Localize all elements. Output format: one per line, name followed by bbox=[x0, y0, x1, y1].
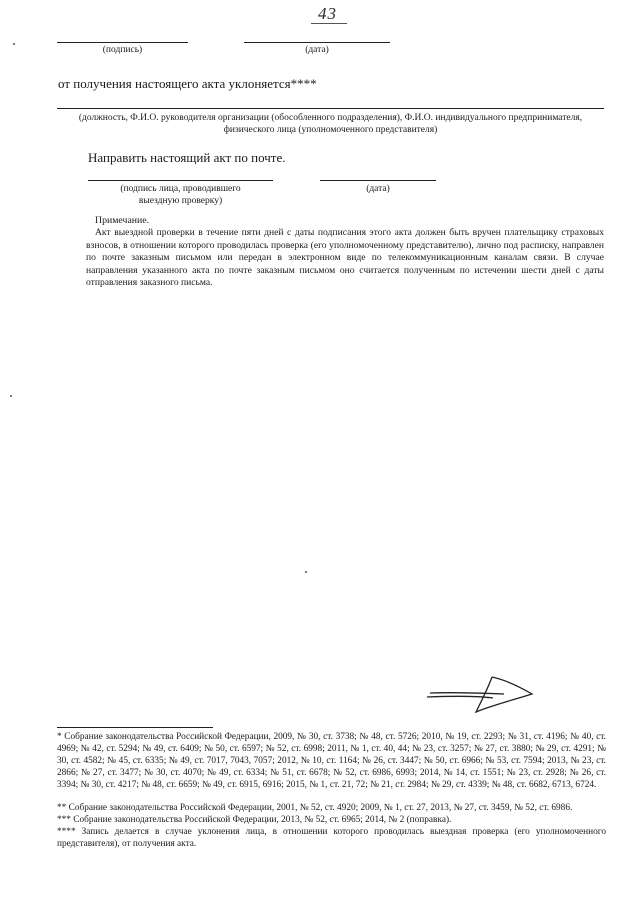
evasion-statement: от получения настоящего акта уклоняется**** bbox=[58, 76, 317, 91]
handwritten-signature bbox=[418, 668, 548, 718]
page-number: 43 bbox=[318, 4, 337, 23]
date-caption-top: (дата) bbox=[305, 45, 329, 55]
date-line-bottom bbox=[320, 180, 436, 181]
inspector-signature-caption-line1: (подпись лица, проводившего bbox=[120, 184, 241, 194]
inspector-signature-caption-line2: выездную проверку) bbox=[138, 196, 223, 206]
official-caption-line1: (должность, Ф.И.О. руководителя организации (обособленного подразделения), Ф.И.О. индивидуального предпринимателя, bbox=[78, 113, 583, 123]
scan-speck bbox=[10, 395, 12, 397]
footnote-4: **** Запись делается в случае уклонения лица, в отношении которого проводилась выездная проверка (его уполномоченного представителя), от получения акта. bbox=[57, 827, 606, 849]
scan-speck bbox=[13, 43, 15, 45]
footnote-3: *** Собрание законодательства Российской Федерации, 2013, № 52, ст. 6965; 2014, № 2 (поправка). bbox=[57, 815, 452, 825]
scan-speck bbox=[305, 571, 307, 573]
page-number-underline bbox=[311, 23, 347, 24]
note-text: Акт выездной проверки в течение пяти дней с даты подписания этого акта должен быть вручен плательщику страховых взносов, в отношении которого проводилась проверка (его уполномоченному представителю), лично под расписку, направлен по почте заказным письмом или передан в электронном виде по телекоммуникационным каналам связи. В случае направления указанного акта по почте заказным письмом оно считается полученным по истечении шести дней с даты отправления заказного письма. bbox=[86, 227, 604, 289]
note-title: Примечание. bbox=[95, 215, 150, 226]
footnote-1: * Собрание законодательства Российской Федерации, 2009, № 30, ст. 3738; № 48, ст. 5726; 2010, № 19, ст. 2293; № 31, ст. 4196; № 40, ст. 4969; № 42, ст. 5294; № 49, ст. 6409; № 50, ст. 6597; № 52, ст. 6998; 2011, № 1, ст. 40, 44; № 23, ст. 3257; № 27, ст. 3880; № 29, ст. 4291; № 30, ст. 4582; № 45, ст. 6335; № 49, ст. 7017, 7043, 7057; 2012, № 10, ст. 1164; № 26, ст. 3447; № 50, ст. 6966; № 53, ст. 7594; 2013, № 23, ст. 2866; № 27, ст. 3477; № 30, ст. 4070; № 49, ст. 6334; № 51, ст. 6678; № 52, ст. 6986, 6993; 2014, № 14, ст. 1551; № 23, ст. 2928; № 26, ст. 3394; № 30, ст. 4217; № 48, ст. 6659; № 49, ст. 6915, 6916; 2015, № 1, ст. 21, 72; № 21, ст. 2984; № 29, ст. 4339; № 48, ст. 6682, 6713, 6724. bbox=[57, 732, 606, 790]
official-caption-line2: физического лица (уполномоченного представителя) bbox=[223, 125, 438, 135]
date-line-top bbox=[244, 42, 390, 43]
signature-line-top bbox=[57, 42, 188, 43]
official-name-line bbox=[57, 108, 604, 109]
date-caption-bottom: (дата) bbox=[366, 184, 390, 194]
footnote-separator bbox=[57, 727, 213, 728]
inspector-signature-line bbox=[88, 180, 273, 181]
send-by-mail-line: Направить настоящий акт по почте. bbox=[88, 150, 286, 165]
signature-caption-top: (подпись) bbox=[102, 45, 143, 55]
footnote-2: ** Собрание законодательства Российской Федерации, 2001, № 52, ст. 4920; 2009, № 1, ст. 27, 2013, № 27, ст. 3459, № 52, ст. 6986. bbox=[57, 803, 573, 813]
